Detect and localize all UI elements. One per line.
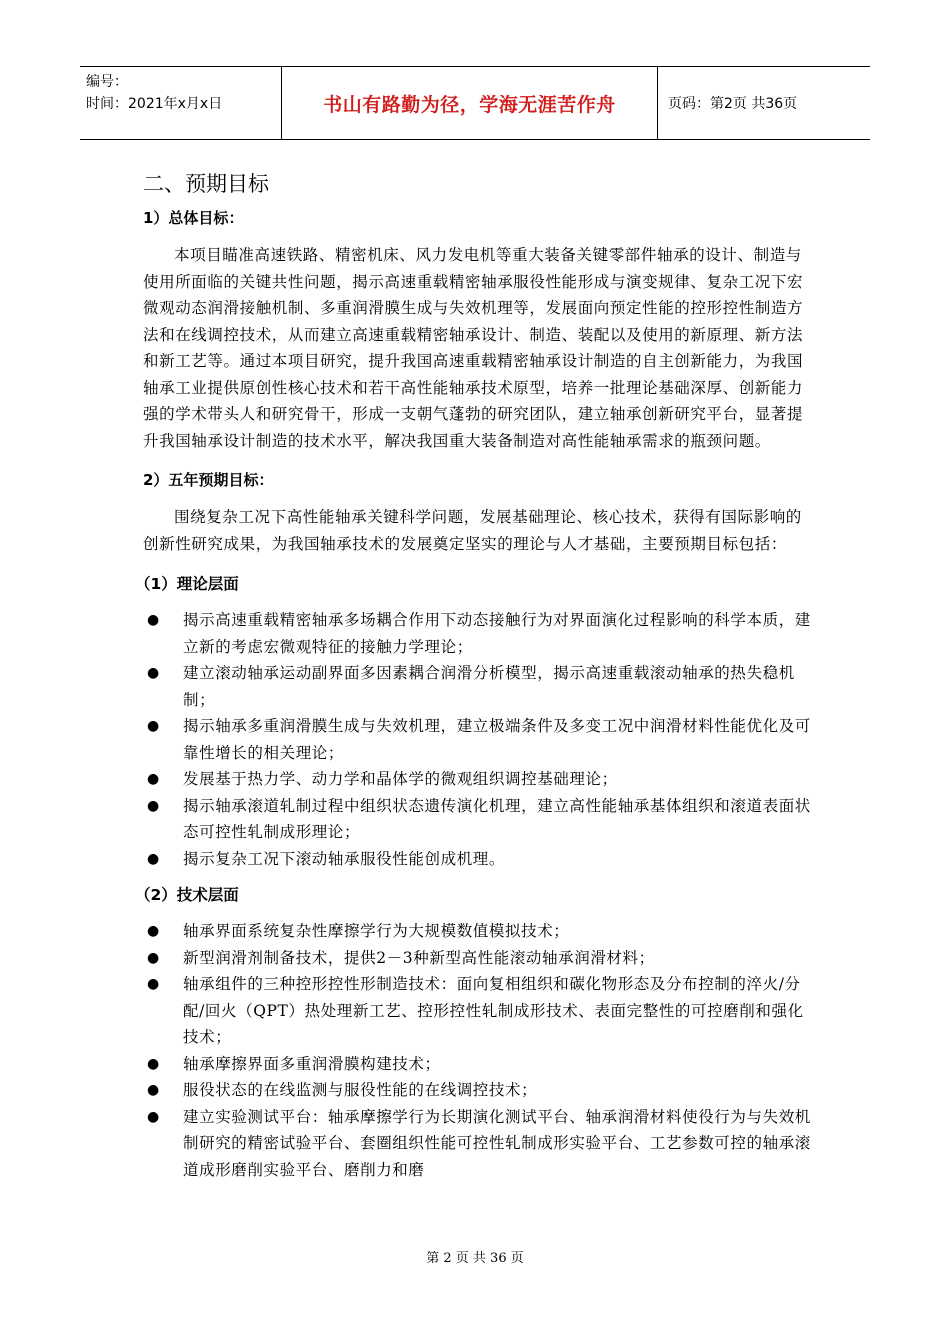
list-item <box>113 607 813 660</box>
overall-goal-heading: 1）总体目标： <box>143 209 244 227</box>
list-item-text: 建立滚动轴承运动副界面多因素耦合润滑分析模型，揭示高速重载滚动轴承的热失稳机制； <box>183 664 795 709</box>
list-item <box>113 1104 813 1184</box>
list-item <box>113 660 813 713</box>
bullet-icon: ● <box>147 612 160 628</box>
list-item <box>113 918 813 945</box>
overall-goal-text: 本项目瞄准高速铁路、精密机床、风力发电机等重大装备关键零部件轴承的设计、制造与使用所面临的关键共性问题，揭示高速重载精密轴承服役性能形成与演变规律、复杂工况下宏微观动态润滑接触机制、多重润滑膜生成与失效机理等，发展面向预定性能的控形控性制造方法和在线调控技术，从而建立高速重载精密轴承设计、制造、装配以及使用的新原理、新方法和新工艺等。通过本项目研究，提升我国高速重载精密轴承设计制造的自主创新能力，为我国轴承工业提供原创性核心技术和若干高性能轴承技术原型，培养一批理论基础深厚、创新能力强的学术带头人和研究骨干，形成一支朝气蓬勃的研究团队，建立轴承创新研究平台，显著提升我国轴承设计制造的技术水平，解决我国重大装备制造对高性能轴承需求的瓶颈问题。 <box>143 246 804 450</box>
bullet-icon: ● <box>147 923 160 939</box>
theory-list <box>143 607 813 872</box>
page-header <box>80 66 870 140</box>
list-item-text: 揭示高速重载精密轴承多场耦合作用下动态接触行为对界面演化过程影响的科学本质，建立新的考虑宏微观特征的接触力学理论； <box>183 611 811 656</box>
list-item <box>113 793 813 846</box>
document-body <box>135 168 813 1193</box>
bullet-icon: ● <box>147 1082 160 1098</box>
header-page-info: 页码：第2页 共36页 <box>668 96 798 112</box>
bullet-icon: ● <box>147 797 160 814</box>
list-item-text: 揭示轴承滚道轧制过程中组织状态遗传演化机理，建立高性能轴承基体组织和滚道表面状态可控性轧制成形理论； <box>183 796 811 841</box>
list-item-text: 发展基于热力学、动力学和晶体学的微观组织调控基础理论； <box>183 770 618 788</box>
document-date: 时间：2021年x月x日 <box>86 96 223 112</box>
header-meta <box>80 67 282 139</box>
bullet-icon: ● <box>147 718 160 734</box>
bullet-icon: ● <box>147 665 160 681</box>
list-item <box>113 713 813 766</box>
tech-level-heading: （2）技术层面 <box>135 886 239 904</box>
bullet-icon: ● <box>147 771 160 787</box>
five-year-goal-heading: 2）五年预期目标： <box>143 471 274 489</box>
list-item-text: 揭示轴承多重润滑膜生成与失效机理，建立极端条件及多变工况中润滑材料性能优化及可靠性增长的相关理论； <box>183 717 811 762</box>
list-item-text: 新型润滑剂制备技术，提供2－3种新型高性能滚动轴承润滑材料； <box>183 948 655 967</box>
list-item-text: 轴承界面系统复杂性摩擦学行为大规模数值模拟技术； <box>183 922 570 940</box>
tech-list <box>143 918 813 1183</box>
header-motto: 书山有路勤为径，学海无涯苦作舟 <box>282 67 658 139</box>
bullet-icon: ● <box>147 949 160 966</box>
list-item-text: 轴承组件的三种控形控性形制造技术：面向复相组织和碳化物形态及分布控制的淬火/分配/回火（QPT）热处理新工艺、控形控性轧制成形技术、表面完整性的可控磨削和强化技术； <box>183 975 804 1046</box>
bullet-icon: ● <box>147 1108 160 1125</box>
page-footer: 第 2 页 共 36 页 <box>426 1251 524 1266</box>
bullet-icon: ● <box>147 850 160 867</box>
list-item <box>113 945 813 972</box>
list-item-text: 轴承摩擦界面多重润滑膜构建技术； <box>183 1054 441 1073</box>
section-title: 二、预期目标 <box>143 172 269 196</box>
list-item-text: 揭示复杂工况下滚动轴承服役性能创成机理。 <box>183 849 506 868</box>
list-item-text: 建立实验测试平台：轴承摩擦学行为长期演化测试平台、轴承润滑材料使役行为与失效机制研究的精密试验平台、套圈组织性能可控性轧制成形实验平台、工艺参数可控的轴承滚道成形磨削实验平台、磨削力和磨 <box>183 1107 811 1179</box>
list-item <box>113 971 813 1051</box>
list-item <box>113 766 813 793</box>
five-year-goal-text: 围绕复杂工况下高性能轴承关键科学问题，发展基础理论、核心技术，获得有国际影响的创新性研究成果，为我国轴承技术的发展奠定坚实的理论与人才基础，主要预期目标包括： <box>143 508 802 553</box>
list-item <box>113 1051 813 1078</box>
bullet-icon: ● <box>147 976 160 992</box>
list-item <box>113 846 813 873</box>
bullet-icon: ● <box>147 1055 160 1072</box>
list-item <box>113 1077 813 1104</box>
document-number: 编号： <box>86 74 128 90</box>
theory-level-heading: （1）理论层面 <box>135 575 239 593</box>
list-item-text: 服役状态的在线监测与服役性能的在线调控技术； <box>183 1081 538 1099</box>
